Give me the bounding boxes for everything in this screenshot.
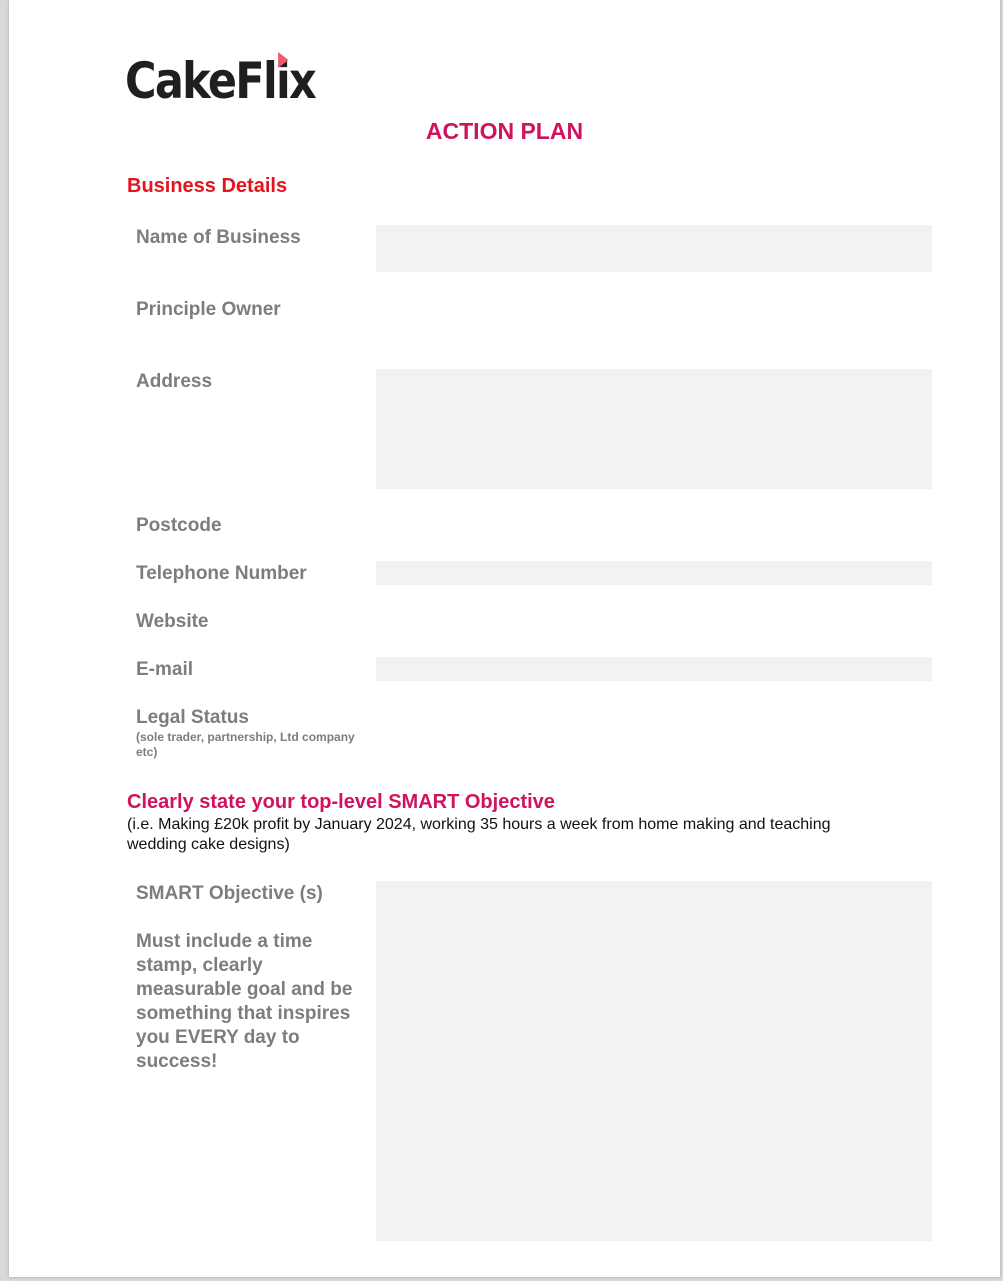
- address-field[interactable]: [376, 369, 932, 489]
- business-details-heading: Business Details: [127, 175, 288, 197]
- page-title: ACTION PLAN: [425, 118, 584, 144]
- postcode-label: Postcode: [136, 515, 222, 536]
- email-field[interactable]: [376, 657, 932, 681]
- principle-owner-field[interactable]: [376, 290, 932, 330]
- telephone-label: Telephone Number: [136, 563, 307, 584]
- website-field[interactable]: [376, 606, 932, 636]
- name-of-business-field[interactable]: [376, 225, 932, 272]
- smart-objective-field[interactable]: [376, 881, 932, 1241]
- legal-status-field[interactable]: [376, 702, 932, 762]
- principle-owner-label: Principle Owner: [136, 299, 281, 320]
- legal-status-hint: (sole trader, partnership, Ltd company etc): [136, 730, 355, 759]
- address-label: Address: [136, 371, 213, 392]
- website-label: Website: [136, 611, 209, 632]
- telephone-field[interactable]: [376, 561, 932, 585]
- play-icon: [278, 52, 288, 68]
- postcode-field[interactable]: [376, 510, 932, 540]
- legal-status-label: Legal Status: [136, 707, 249, 728]
- smart-objective-example: (i.e. Making £20k profit by January 2024, working 35 hours a week from home making and teaching wedding cake designs): [127, 816, 831, 853]
- document-page: [9, 0, 1000, 1277]
- smart-objective-heading: Clearly state your top-level SMART Objective: [127, 791, 555, 813]
- name-of-business-label: Name of Business: [136, 227, 301, 248]
- cakeflix-logo: CakeFli x: [125, 52, 316, 110]
- smart-objective-label: SMART Objective (s): [136, 883, 323, 904]
- smart-objective-description: Must include a time stamp, clearly measurable goal and be something that inspires you EVERY day to success!: [136, 931, 353, 1072]
- email-label: E-mail: [136, 659, 194, 680]
